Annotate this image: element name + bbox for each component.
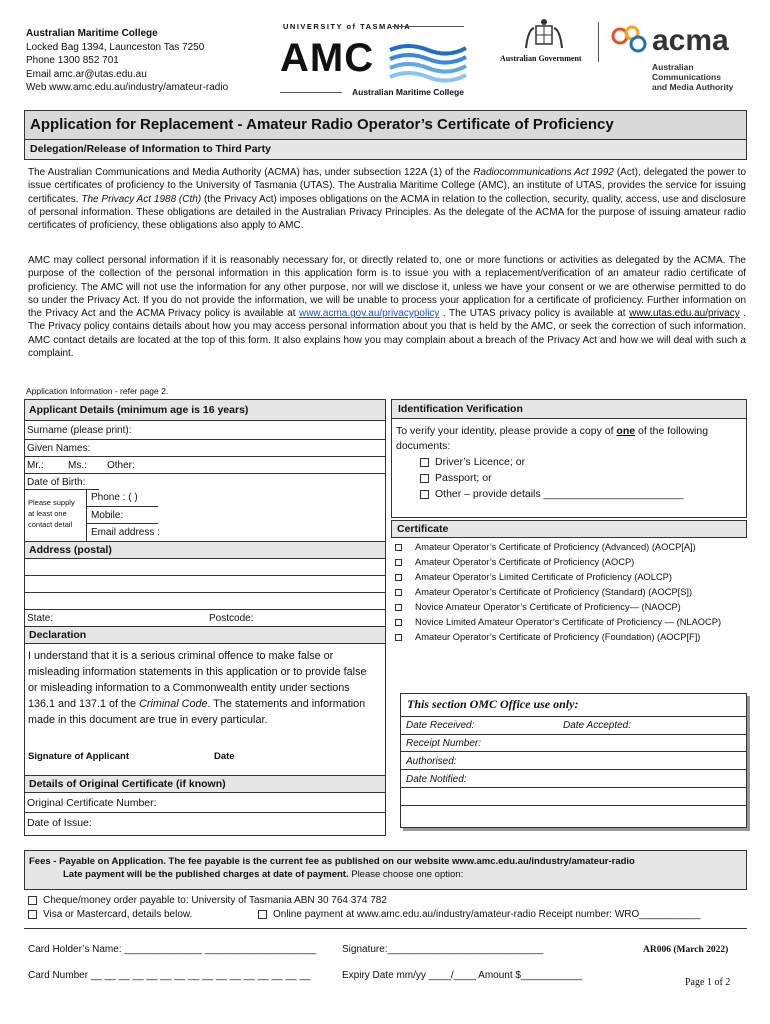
divider — [400, 716, 747, 717]
email-label: Email address : — [91, 527, 160, 538]
divider — [400, 751, 747, 752]
divider — [24, 473, 386, 474]
divider — [24, 592, 386, 593]
gov-name: Australian Government — [500, 54, 582, 63]
privacy-act-name: The Privacy Act 1988 (Cth) — [81, 193, 202, 205]
checkbox[interactable] — [420, 474, 429, 483]
online-label: Online payment at www.amc.edu.au/industry/amateur-radio Receipt number: WRO___________ — [273, 909, 701, 920]
certificate-header: Certificate — [391, 520, 747, 538]
authorised-label: Authorised: — [406, 756, 457, 767]
application-info-note: Application Information - refer page 2. — [26, 386, 169, 396]
acma-circles-icon — [610, 24, 650, 54]
divider — [24, 609, 386, 610]
declaration-text-b: . The statements and information made in this document are true in every particular. — [28, 698, 366, 726]
form-subtitle: Delegation/Release of Information to Third Party — [24, 140, 747, 160]
expiry-amount-field[interactable]: Expiry Date mm/yy ____/____ Amount $___________ — [342, 970, 583, 981]
checkbox[interactable] — [395, 559, 402, 566]
id-option-other[interactable] — [420, 486, 684, 502]
acma-wordmark: acma — [652, 24, 729, 57]
cheque-option[interactable] — [28, 895, 387, 906]
divider — [86, 523, 158, 524]
cert-option[interactable] — [395, 600, 740, 615]
title-ms[interactable]: Ms.: — [68, 460, 87, 471]
checkbox[interactable] — [395, 604, 402, 611]
given-names-label: Given Names: — [27, 443, 91, 454]
email: Email amc.ar@utas.edu.au — [26, 68, 147, 80]
divider — [400, 769, 747, 770]
receipt-number-label: Receipt Number: — [406, 738, 482, 749]
form-code: AR006 (March 2022) — [643, 945, 729, 955]
contact-note: Please supply at least one contact detail — [28, 498, 75, 529]
contact-block — [26, 27, 228, 95]
phone: Phone 1300 852 701 — [26, 55, 119, 66]
title-other[interactable]: Other: — [107, 460, 135, 471]
declaration-text — [28, 648, 368, 728]
cert-label: Amateur Operator’s Certificate of Proficiency (Advanced) (AOCP[A]) — [415, 542, 696, 552]
signature-field[interactable]: Signature:____________________________ — [342, 944, 544, 955]
divider — [86, 489, 87, 541]
para1-text-c: (the Privacy Act) imposes obligations on the ACMA in relation to the collection, security, quality, access, use and disclosure of personal information. These obligations are detailed in the Australian Privacy Principles. As the delegate of the ACMA for the purpose of issuing amateur radio certificates of proficiency, these obligations also apply to AMC. — [28, 193, 746, 232]
fees-line2 — [29, 868, 742, 881]
acma-logo — [610, 18, 750, 98]
id-options — [420, 454, 684, 502]
issue-date-label: Date of Issue: — [27, 817, 92, 829]
divider — [24, 928, 747, 929]
cert-label: Novice Limited Amateur Operator’s Certificate of Proficiency — (NLAOCP) — [415, 617, 722, 627]
surname-label: Surname (please print): — [27, 425, 132, 436]
date-label: Date — [214, 751, 235, 762]
date-received-label: Date Received: — [406, 720, 475, 731]
checkbox[interactable] — [420, 490, 429, 499]
declaration-header: Declaration — [24, 626, 386, 644]
logo-divider — [598, 22, 599, 62]
cert-option[interactable] — [395, 630, 740, 645]
act-name: Radiocommunications Act 1992 — [473, 167, 614, 178]
divider — [24, 456, 386, 457]
office-use-header: This section OMC Office use only: — [407, 697, 579, 711]
cert-label: Amateur Operator’s Limited Certificate of Proficiency (AOLCP) — [415, 572, 672, 582]
identification-text-a: To verify your identity, please provide a copy of — [396, 425, 617, 437]
divider — [24, 439, 386, 440]
acma-privacy-link[interactable]: www.acma.gov.au/privacypolicy — [298, 308, 440, 320]
org-name: Australian Maritime College — [26, 28, 158, 39]
id-option-label: Passport; or — [435, 472, 492, 484]
card-number-field[interactable]: Card Number __ __ __ __ __ __ __ __ __ __ __ __ __ __ __ __ — [28, 970, 311, 981]
cert-label: Novice Amateur Operator’s Certificate of Proficiency— (NAOCP) — [415, 602, 681, 612]
checkbox[interactable] — [395, 619, 402, 626]
cheque-label: Cheque/money order payable to: University of Tasmania ABN 30 764 374 782 — [43, 895, 387, 906]
id-option-label: Driver’s Licence; or — [435, 456, 526, 468]
amc-wordmark: AMC — [280, 36, 375, 80]
page-number: Page 1 of 2 — [685, 977, 731, 988]
logo-rule — [392, 26, 464, 27]
waves-icon — [388, 42, 468, 86]
id-option-label: Other – provide details ________________________ — [435, 488, 684, 500]
fees-choose: Please choose one option: — [348, 869, 464, 880]
cert-option[interactable] — [395, 615, 740, 630]
divider — [400, 805, 747, 806]
acma-caption — [652, 62, 733, 92]
form-title-bar — [24, 110, 747, 140]
fees-box — [24, 850, 747, 890]
one-emphasis: one — [616, 425, 636, 437]
address-header: Address (postal) — [24, 541, 386, 559]
title-mr[interactable]: Mr.: — [27, 460, 44, 471]
postal-address: Locked Bag 1394, Launceston Tas 7250 — [26, 41, 205, 53]
divider — [400, 787, 747, 788]
identification-header: Identification Verification — [391, 399, 747, 419]
cert-option[interactable] — [395, 540, 740, 555]
checkbox[interactable] — [28, 910, 37, 919]
paragraph-2 — [28, 254, 746, 360]
date-notified-label: Date Notified: — [406, 774, 467, 785]
logo-rule-2 — [280, 92, 342, 93]
identification-text-b: of the following documents: — [396, 425, 709, 452]
original-number-label: Original Certificate Number: — [27, 797, 157, 809]
postcode-label: Postcode: — [209, 613, 254, 624]
declaration-text-a: I understand that it is a serious criminal offence to make false or misleading information statements in this application or to provide false or misleading information to a Commonwealth entity under sections 136.1 and 137.1 of the — [28, 650, 367, 710]
checkbox[interactable] — [258, 910, 267, 919]
original-cert-header: Details of Original Certificate (if known) — [24, 775, 386, 793]
signature-label: Signature of Applicant — [28, 751, 129, 762]
para2-text-c: . The Privacy policy contains details about how you may access personal information about you that is held by the AMC, or seek the correction of such information. AMC contact details are located at the top of this form. It also explains how you may complain about a breach of the Privacy Act and how we will deal with such a complaint. — [28, 308, 746, 360]
utas-privacy-link[interactable]: www.utas.edu.au/privacy — [629, 308, 740, 320]
cert-label: Amateur Operator’s Certificate of Proficiency (AOCP) — [415, 557, 635, 567]
checkbox[interactable] — [420, 458, 429, 467]
cert-label: Amateur Operator’s Certificate of Proficiency (Foundation) (AOCP[F]) — [415, 632, 701, 642]
card-holder-field[interactable]: Card Holder’s Name: ______________ ____________________ — [28, 944, 317, 955]
online-option[interactable] — [258, 909, 700, 920]
acma-caption-1: Australian — [652, 62, 694, 72]
acma-caption-3: and Media Authority — [652, 82, 734, 92]
criminal-code: Criminal Code — [139, 698, 208, 710]
checkbox[interactable] — [395, 544, 402, 551]
divider — [400, 734, 747, 735]
checkbox[interactable] — [28, 896, 37, 905]
id-option-licence[interactable] — [420, 454, 684, 470]
phone-label: Phone : ( ) — [91, 492, 138, 503]
id-option-passport[interactable] — [420, 470, 684, 486]
cert-option[interactable] — [395, 555, 740, 570]
crest-icon — [522, 18, 566, 52]
para1-text-a: The Australian Communications and Media Authority (ACMA) has, under subsection 122A (1) of the — [28, 167, 474, 178]
cert-option[interactable] — [395, 585, 740, 600]
cert-option[interactable] — [395, 570, 740, 585]
divider — [24, 812, 386, 813]
dob-label: Date of Birth: — [27, 477, 86, 488]
para1-text-b: (Act), delegated the power to issue certificates of proficiency to the University of Tasmania (UTAS). The Australia Maritime College (AMC), an institute of UTAS, provides the service for issuing certificates. — [28, 167, 747, 205]
acma-caption-2: Communications — [652, 72, 721, 82]
fees-line1: Fees - Payable on Application. The fee payable is the current fee as published on our website www.amc.edu.au/industry/amateur-radio — [29, 856, 635, 867]
amc-logo — [280, 20, 470, 100]
checkbox[interactable] — [395, 589, 402, 596]
form-title: Application for Replacement - Amateur Radio Operator’s Certificate of Proficiency — [30, 116, 614, 133]
amc-caption: Australian Maritime College — [352, 87, 464, 97]
website: Web www.amc.edu.au/industry/amateur-radio — [26, 82, 229, 93]
divider — [24, 489, 99, 490]
cert-label: Amateur Operator’s Certificate of Proficiency (Standard) (AOCP[S]) — [415, 587, 693, 597]
applicant-header: Applicant Details (minimum age is 16 years) — [24, 399, 386, 421]
certificate-options — [395, 540, 740, 645]
state-label: State: — [27, 613, 54, 624]
identification-text — [396, 424, 716, 454]
checkbox[interactable] — [395, 574, 402, 581]
uni-name: UNIVERSITY of TASMANIA — [283, 22, 412, 31]
fees-late: Late payment will be the published charges at date of payment. — [63, 869, 349, 880]
checkbox[interactable] — [395, 634, 402, 641]
paragraph-1 — [28, 166, 746, 232]
date-accepted-label: Date Accepted: — [563, 720, 632, 731]
gov-crest — [500, 18, 596, 68]
visa-option[interactable] — [28, 909, 192, 920]
divider — [86, 506, 158, 507]
visa-label: Visa or Mastercard, details below. — [43, 909, 193, 920]
divider — [24, 575, 386, 576]
para2-text-a: AMC may collect personal information if it is reasonably necessary for, or directly related to, one or more functions or activities as delegated by the ACMA. The purpose of the collection of the personal information in this application form is to issue you with a replacement/verification of an amateur radio certificate of proficiency. The AMC will not use the information for any other purpose, nor will we disclose it, unless we have your consent or we are otherwise permitted to do so under the Privacy Act. If you do not provide the information, we will be unable to process your application for a certificate of proficiency. Further information on the Privacy Act and the ACMA Privacy policy is available at — [28, 255, 746, 320]
para2-text-b: . The UTAS privacy policy is available at — [439, 308, 630, 320]
mobile-label: Mobile: — [91, 510, 124, 521]
